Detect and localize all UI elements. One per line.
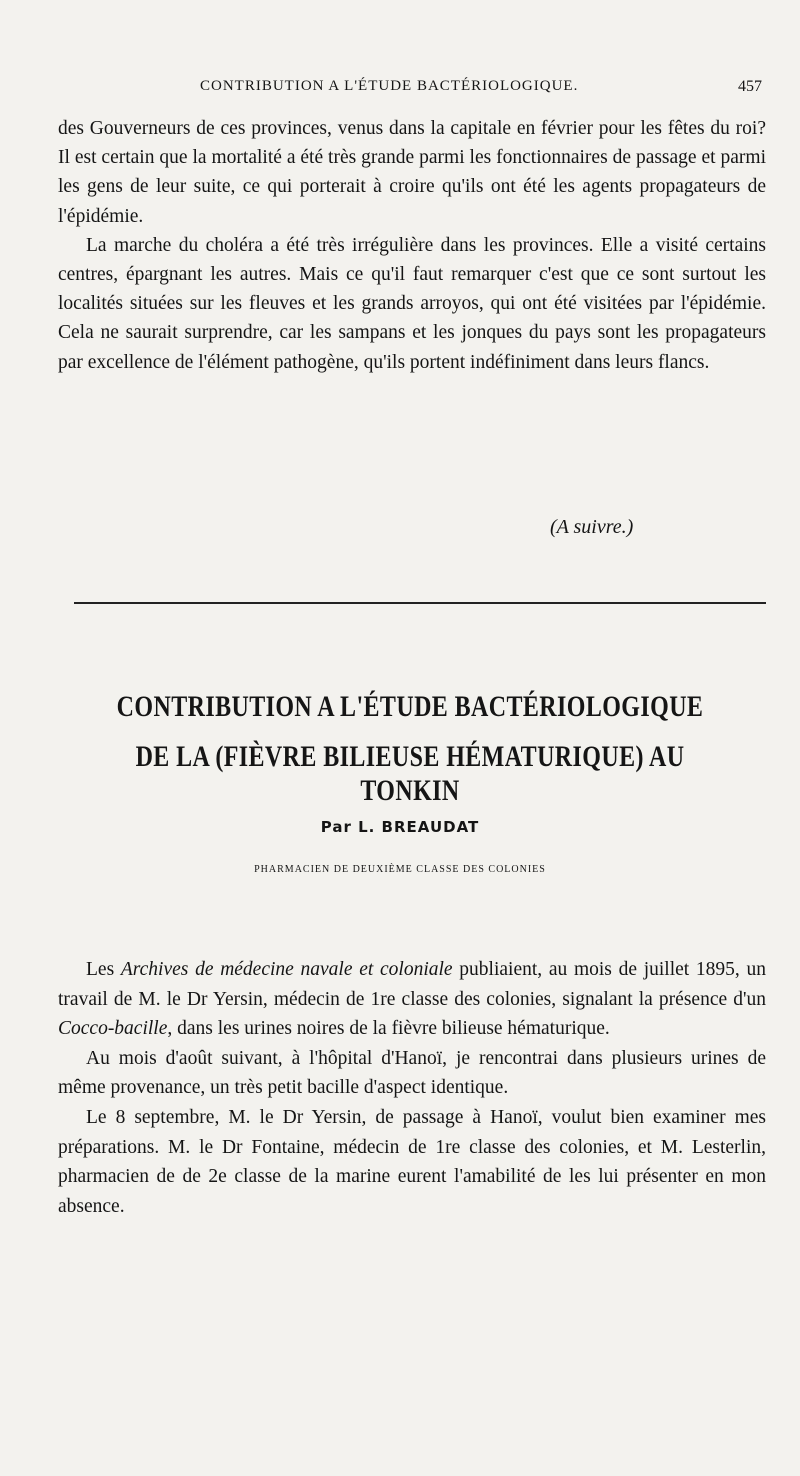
article-body <box>58 955 766 1221</box>
author-affiliation: PHARMACIEN DE DEUXIÈME CLASSE DES COLONIES <box>254 864 546 875</box>
paragraph: La marche du choléra a été très irrégulière dans les provinces. Elle a visité certains centres, épargnant les autres. Mais ce qu'il faut remarquer c'est que ce sont surtout les localités situées sur les fleuves et les grands arroyos, qui ont été visitées par l'épidémie. Cela ne saurait surprendre, car les sampans et les jonques du pays sont les propagateurs par excellence de l'élément pathogène, qu'ils portent indéfiniment dans leurs flancs. <box>58 234 766 373</box>
running-head <box>60 78 770 104</box>
text-run: , dans les urines noires de la fièvre bilieuse hématurique. <box>167 1018 610 1040</box>
journal-title: Archives de médecine navale et coloniale <box>120 959 453 980</box>
author-byline: Par L. BREAUDAT <box>320 818 480 836</box>
paragraph: Au mois d'août suivant, à l'hôpital d'Hanoï, je rencontrai dans plusieurs urines de même provenance, un très petit bacille d'aspect identique. <box>58 1047 766 1099</box>
text-run: publiaient, au mois de juillet 1895, un travail de M. le Dr Yersin, médecin de 1re classe des colonies, signalant la présence d'un <box>58 959 767 1010</box>
text-run: Les <box>86 959 121 980</box>
previous-article-text <box>58 114 766 377</box>
running-title: CONTRIBUTION A L'ÉTUDE BACTÉRIOLOGIQUE. <box>200 78 579 94</box>
section-divider <box>74 602 766 604</box>
to-follow-note: (A suivre.) <box>550 516 634 538</box>
paragraph <box>58 955 766 1044</box>
page-number: 457 <box>738 78 762 95</box>
article-title-line-1: CONTRIBUTION A L'ÉTUDE BACTÉRIOLOGIQUE <box>116 690 704 723</box>
paragraph: Le 8 septembre, M. le Dr Yersin, de passage à Hanoï, voulut bien examiner mes préparations. M. le Dr Fontaine, médecin de 1re classe des colonies, et M. Lesterlin, pharmacien de de 2e classe de la marine eurent l'amabilité de les lui présenter en mon absence. <box>58 1106 766 1217</box>
article-title-line-2: DE LA (FIÈVRE BILIEUSE HÉMATURIQUE) AU TONKIN <box>135 740 685 807</box>
organism-name: Cocco-bacille <box>58 1018 168 1040</box>
paragraph: des Gouverneurs de ces provinces, venus dans la capitale en février pour les fêtes du roi? Il est certain que la mortalité a été très grande parmi les fonctionnaires de passage et parmi les gens de leur suite, ce qui porterait à croire qu'ils ont été les agents propagateurs de l'épidémie. <box>58 118 766 227</box>
